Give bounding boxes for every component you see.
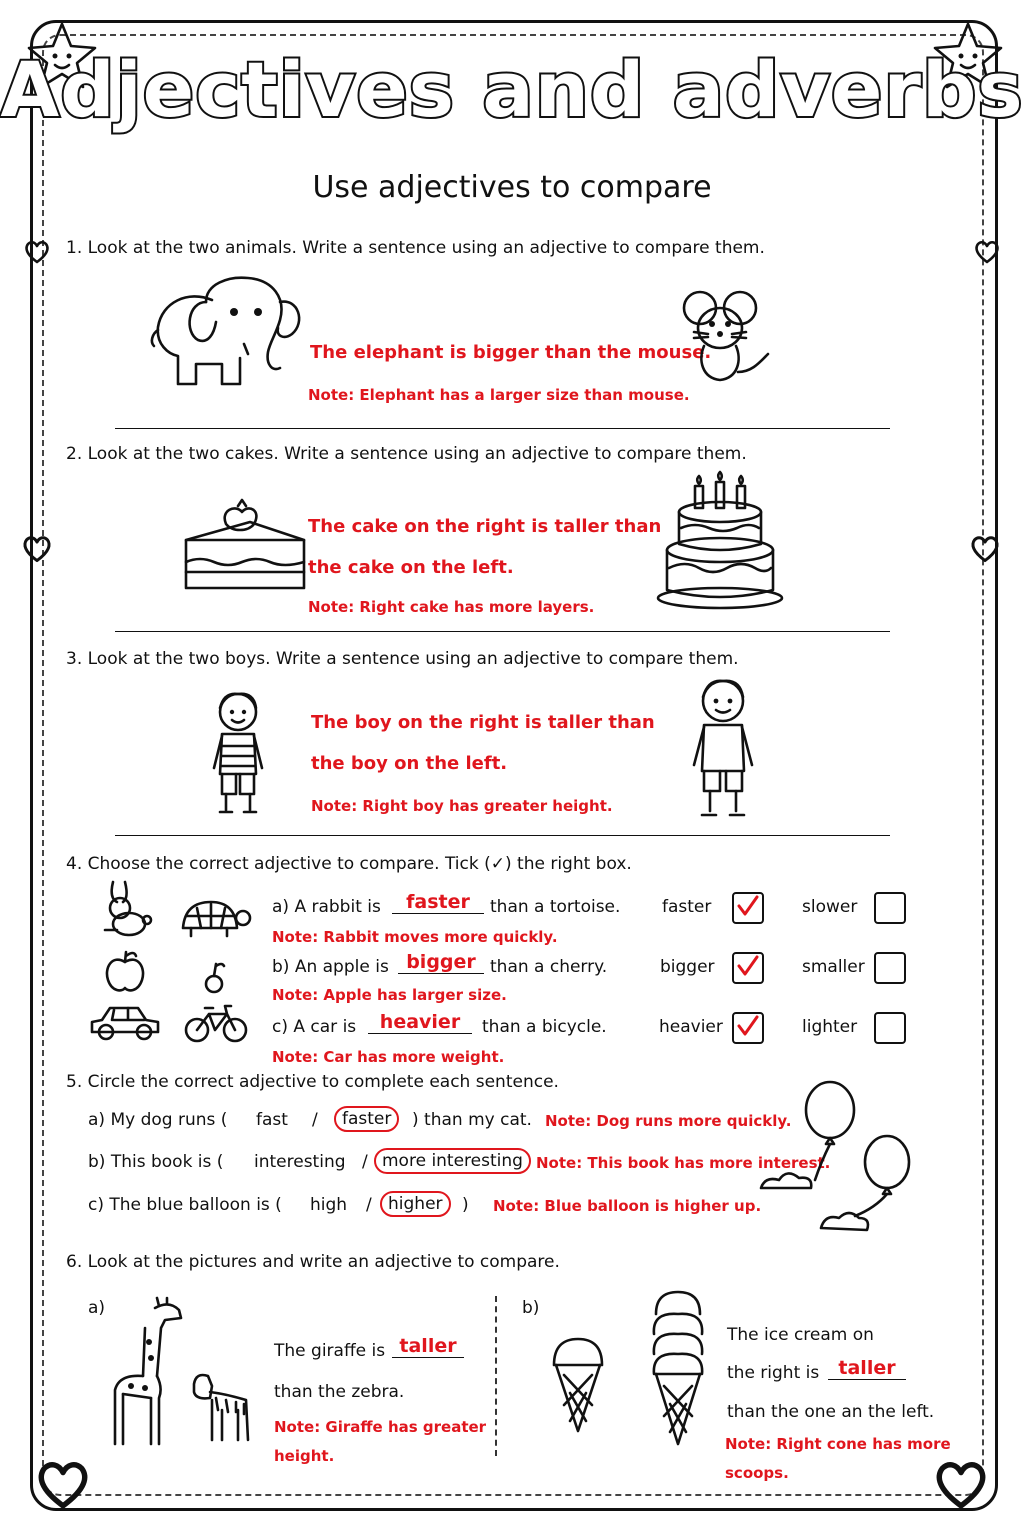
option-4b-1-label: bigger <box>660 957 715 977</box>
option-5c-2-circled[interactable]: higher <box>380 1191 451 1217</box>
question-6b-label: b) <box>522 1298 540 1318</box>
question-3-note: Note: Right boy has greater height. <box>311 797 613 815</box>
balloons-icon <box>755 1078 925 1238</box>
question-2-answer-line-1: The cake on the right is taller than <box>308 516 662 537</box>
checkmark-icon <box>736 954 760 978</box>
option-4b-2-label: smaller <box>802 957 865 977</box>
heart-icon <box>974 240 1000 264</box>
cherry-icon <box>200 960 228 994</box>
question-5a-prefix: a) My dog runs ( <box>88 1110 228 1130</box>
question-6a-label: a) <box>88 1298 106 1318</box>
question-6b-note-line-1: Note: Right cone has more <box>725 1435 951 1453</box>
question-5-prompt: 5. Circle the correct adjective to complete each sentence. <box>66 1072 559 1092</box>
divider <box>495 1296 497 1456</box>
layer-cake-icon <box>655 472 785 612</box>
bicycle-icon <box>183 1002 249 1044</box>
question-6a-answer[interactable]: taller <box>392 1335 464 1358</box>
ice-cream-small-icon <box>550 1335 606 1435</box>
question-6b-note-line-2: scoops. <box>725 1464 789 1482</box>
question-3-answer-line-2: the boy on the left. <box>311 753 508 774</box>
question-6a-note-line-1: Note: Giraffe has greater <box>274 1418 487 1436</box>
page-title: Adjectives and adverbs <box>0 45 1024 134</box>
option-4a-2-label: slower <box>802 897 858 917</box>
question-5b-note: Note: This book has more interest. <box>536 1154 831 1172</box>
cake-slice-icon <box>180 500 310 600</box>
boy-tall-icon <box>690 675 756 823</box>
question-6a-prefix: The giraffe is <box>274 1341 386 1361</box>
question-4a-suffix: than a tortoise. <box>490 897 621 917</box>
checkmark-icon <box>736 1014 760 1038</box>
slash-separator: / <box>362 1152 368 1172</box>
question-4b-answer[interactable]: bigger <box>398 951 484 974</box>
page-subtitle: Use adjectives to compare <box>312 170 712 205</box>
car-icon <box>88 1000 162 1044</box>
answer-line <box>115 835 890 836</box>
question-2-note: Note: Right cake has more layers. <box>308 598 595 616</box>
question-4b-note: Note: Apple has larger size. <box>272 986 507 1004</box>
question-4c-prefix: c) A car is <box>272 1017 357 1037</box>
heart-icon <box>970 535 1000 563</box>
option-5a-1[interactable]: fast <box>256 1110 288 1130</box>
slash-separator: / <box>312 1110 318 1130</box>
apple-icon <box>104 950 146 994</box>
question-4c-answer[interactable]: heavier <box>368 1011 472 1034</box>
option-5b-1[interactable]: interesting <box>254 1152 346 1172</box>
question-4a-note: Note: Rabbit moves more quickly. <box>272 928 558 946</box>
heart-icon <box>24 240 50 264</box>
option-4c-1-label: heavier <box>659 1017 723 1037</box>
question-1-answer: The elephant is bigger than the mouse. <box>310 342 712 363</box>
question-4c-suffix: than a bicycle. <box>482 1017 607 1037</box>
option-4c-2-label: lighter <box>802 1017 858 1037</box>
question-6b-suffix: than the one an the left. <box>727 1402 935 1422</box>
question-3-answer-line-1: The boy on the right is taller than <box>311 712 655 733</box>
giraffe-icon <box>105 1298 187 1448</box>
option-4c-2-checkbox[interactable] <box>874 1012 906 1044</box>
mouse-icon <box>680 288 775 388</box>
option-4a-1-label: faster <box>662 897 712 917</box>
option-5b-2-circled[interactable]: more interesting <box>374 1148 531 1174</box>
question-6b-prefix: the right is <box>727 1363 820 1383</box>
answer-line <box>115 631 890 632</box>
question-5b-prefix: b) This book is ( <box>88 1152 224 1172</box>
question-4a-answer[interactable]: faster <box>392 891 484 914</box>
question-6a-note-line-2: height. <box>274 1447 335 1465</box>
option-4a-2-checkbox[interactable] <box>874 892 906 924</box>
boy-small-icon <box>208 690 268 820</box>
option-5a-2-circled[interactable]: faster <box>334 1106 399 1132</box>
tortoise-icon <box>177 896 252 942</box>
heart-icon <box>934 1460 988 1510</box>
question-4-prompt: 4. Choose the correct adjective to compare. Tick (✓) the right box. <box>66 854 632 874</box>
question-5c-note: Note: Blue balloon is higher up. <box>493 1197 762 1215</box>
question-1-prompt: 1. Look at the two animals. Write a sentence using an adjective to compare them. <box>66 238 765 258</box>
question-5a-suffix: ) than my cat. <box>412 1110 532 1130</box>
question-6b-line-1: The ice cream on <box>727 1325 874 1345</box>
checkmark-icon <box>736 894 760 918</box>
question-5c-prefix: c) The blue balloon is ( <box>88 1195 282 1215</box>
ice-cream-tall-icon <box>648 1288 708 1448</box>
question-2-answer-line-2: the cake on the left. <box>308 557 514 578</box>
question-1-note: Note: Elephant has a larger size than mouse. <box>308 386 690 404</box>
question-6-prompt: 6. Look at the pictures and write an adjective to compare. <box>66 1252 560 1272</box>
question-4c-note: Note: Car has more weight. <box>272 1048 505 1066</box>
rabbit-icon <box>95 878 157 940</box>
option-4b-2-checkbox[interactable] <box>874 952 906 984</box>
question-4a-prefix: a) A rabbit is <box>272 897 381 917</box>
question-4b-prefix: b) An apple is <box>272 957 389 977</box>
question-3-prompt: 3. Look at the two boys. Write a sentence using an adjective to compare them. <box>66 649 739 669</box>
question-6a-suffix: than the zebra. <box>274 1382 405 1402</box>
zebra-icon <box>186 1370 256 1448</box>
elephant-icon <box>148 272 308 397</box>
option-5c-1[interactable]: high <box>310 1195 348 1215</box>
question-6b-answer[interactable]: taller <box>828 1357 906 1380</box>
question-4b-suffix: than a cherry. <box>490 957 608 977</box>
question-5c-suffix: ) <box>462 1195 469 1215</box>
slash-separator: / <box>366 1195 372 1215</box>
question-5a-note: Note: Dog runs more quickly. <box>545 1112 792 1130</box>
heart-icon <box>22 535 52 563</box>
answer-line <box>115 428 890 429</box>
heart-icon <box>36 1460 90 1510</box>
question-2-prompt: 2. Look at the two cakes. Write a sentence using an adjective to compare them. <box>66 444 747 464</box>
